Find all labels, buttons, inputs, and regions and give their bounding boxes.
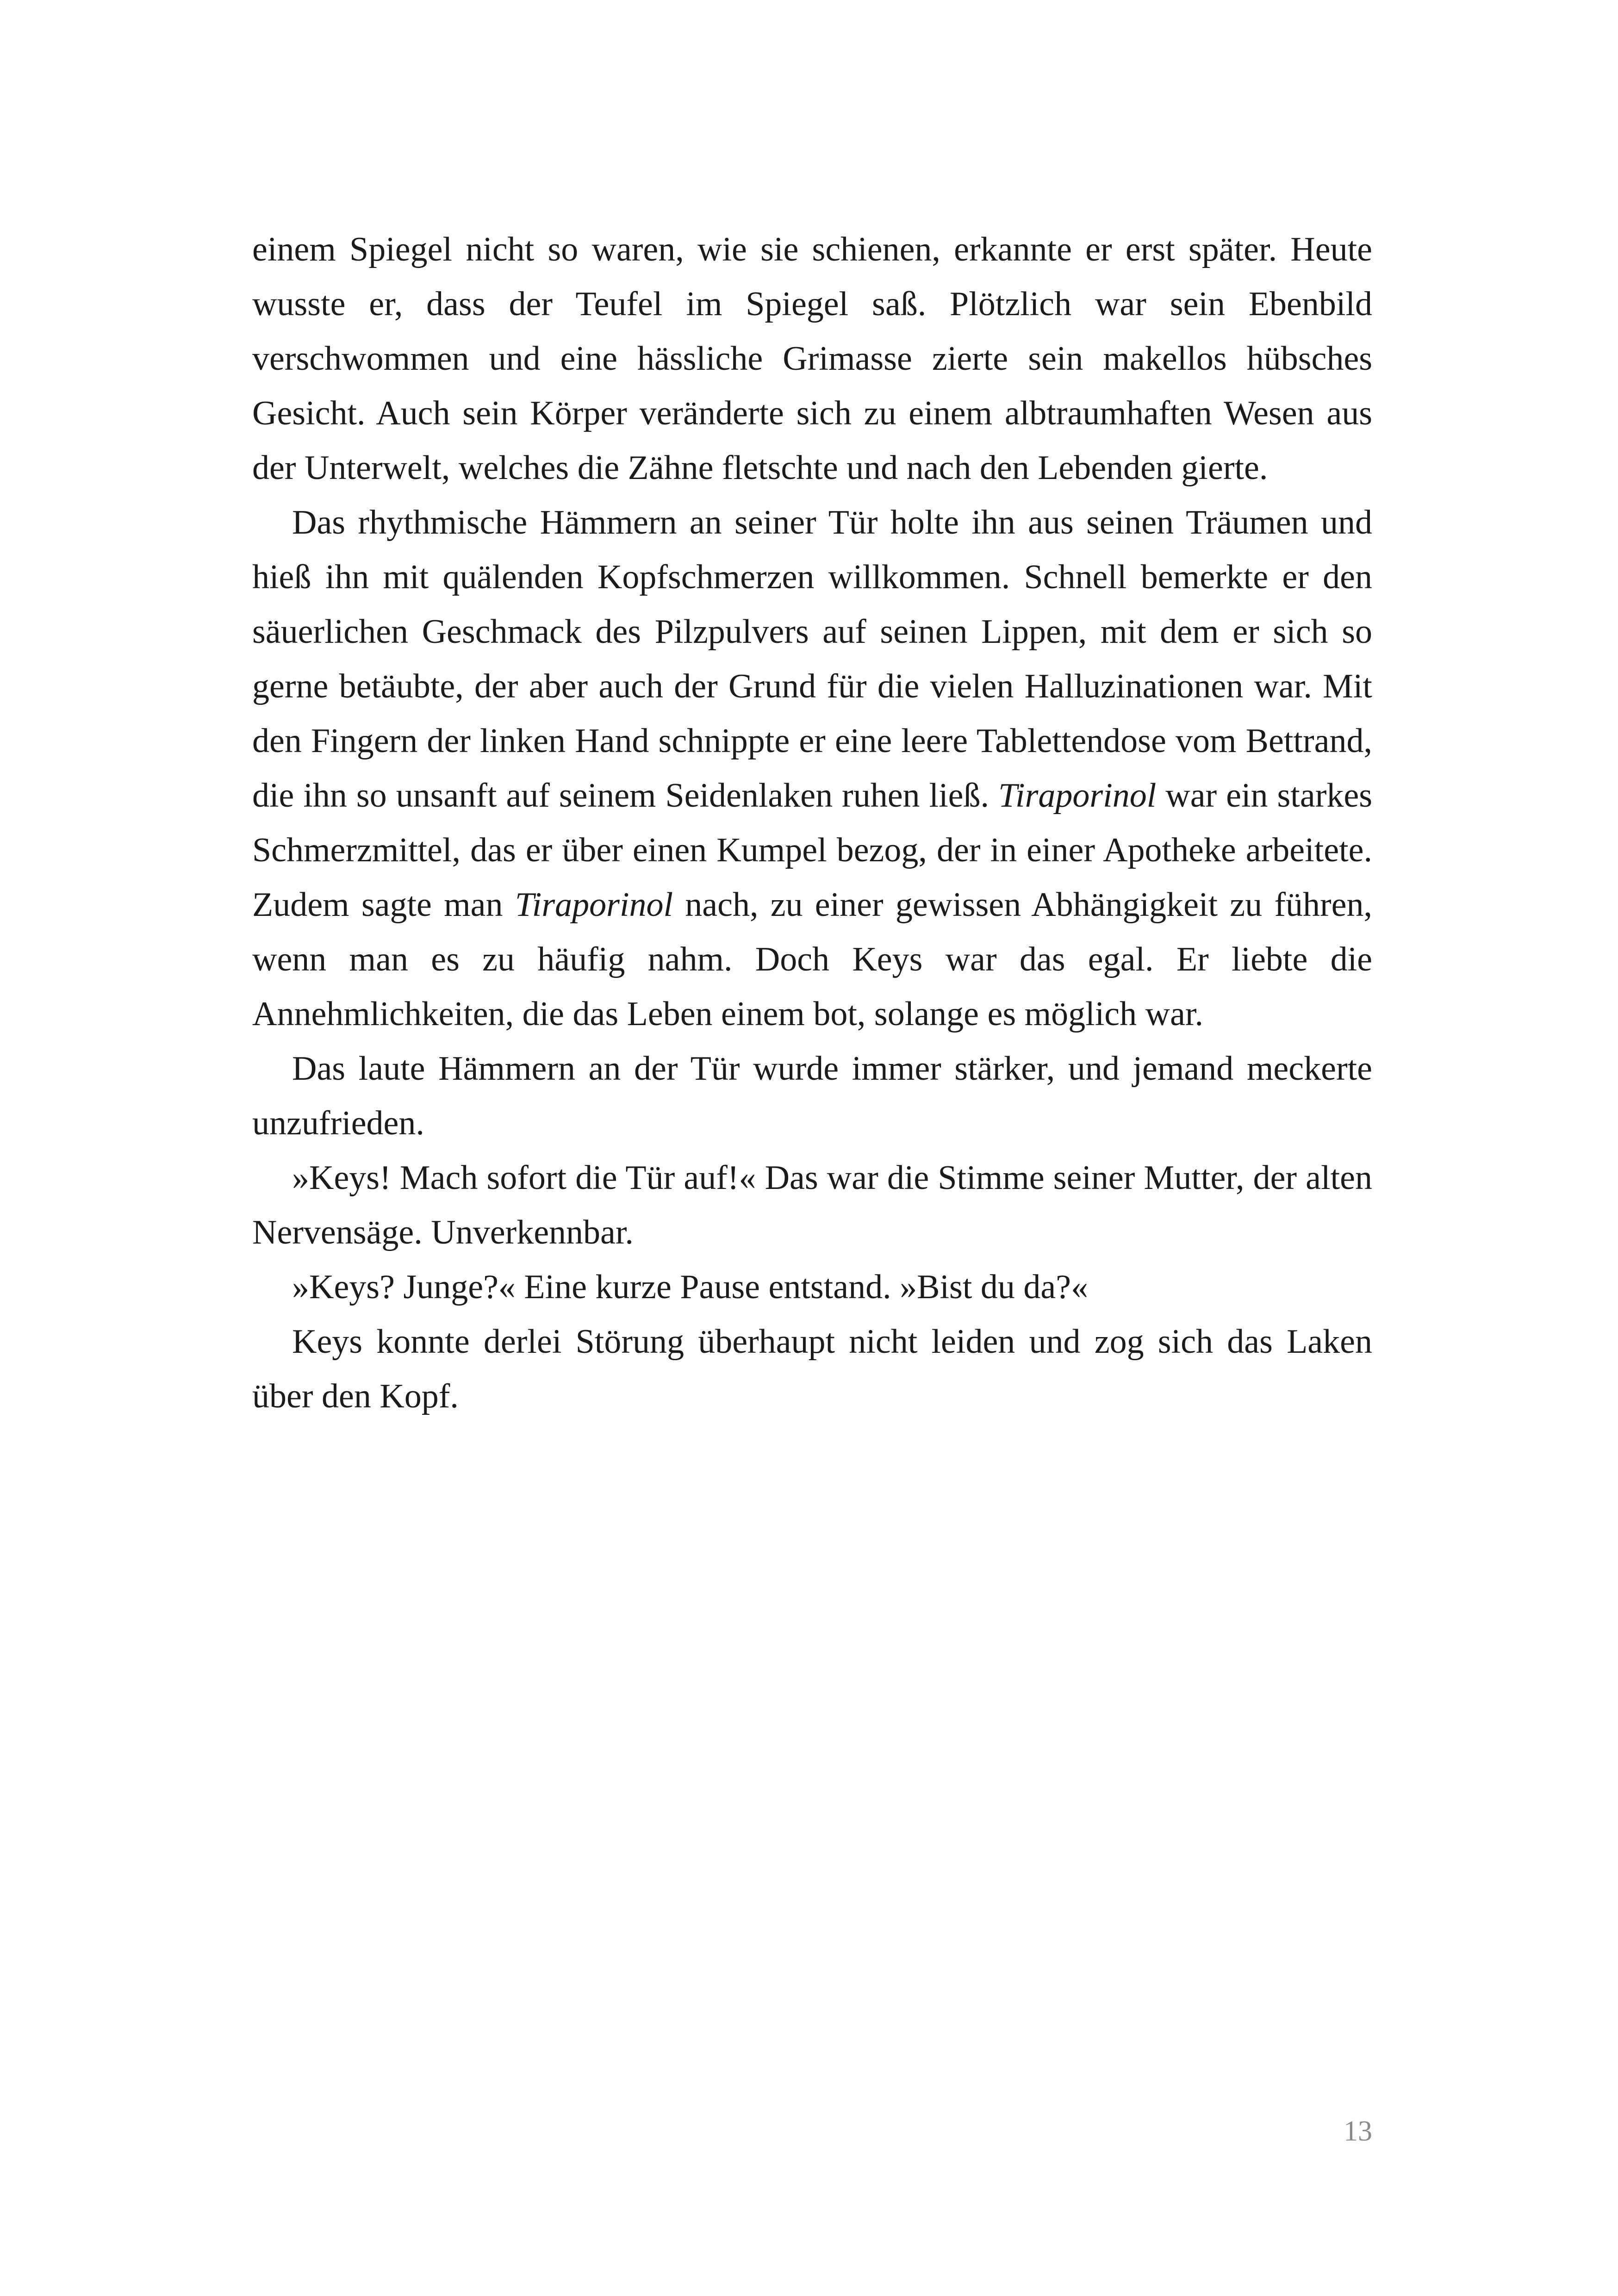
paragraph-2-part-1: Das rhythmische Hämmern an seiner Tür holte ihn aus seinen Träumen und hieß ihn mit quälenden Kopfschmerzen willkommen. Schnell bemerkte er den säuerlichen Geschmack des Pilzpulvers auf seinen Lippen, mit dem er sich so gerne betäubte, der aber auch der Grund für die vielen Halluzinationen war. Mit den Fingern der linken Hand schnippte er eine leere Tablettendose vom Bettrand, die ihn so unsanft auf seinem Seidenlaken ruhen ließ.: [252, 504, 1372, 815]
paragraph-1: einem Spiegel nicht so waren, wie sie schienen, erkannte er erst später. Heute wusste er, dass der Teufel im Spiegel saß. Plötzlich war sein Ebenbild verschwommen und eine hässliche Grimasse zierte sein makellos hübsches Gesicht. Auch sein Körper veränderte sich zu einem albtraumhaften Wesen aus der Unterwelt, welches die Zähne fletschte und nach den Lebenden gierte.: [252, 230, 1372, 487]
paragraph-2: [252, 495, 1372, 1041]
italic-term-tiraporinol-1: Tiraporinol: [998, 777, 1157, 815]
paragraph-4: »Keys! Mach sofort die Tür auf!« Das war die Stimme seiner Mutter, der alten Nervensäge. Unverkennbar.: [252, 1159, 1372, 1251]
page-number: 13: [1344, 2116, 1372, 2147]
paragraph-2-part-2: war ein starkes Schmerzmittel, das er über einen Kumpel bezog, der in einer Apotheke arbeitete. Zudem sagte man: [252, 777, 1372, 924]
italic-term-tiraporinol-2: Tiraporinol: [515, 886, 673, 924]
paragraph-6: Keys konnte derlei Störung überhaupt nicht leiden und zog sich das Laken über den Kopf.: [252, 1323, 1372, 1415]
paragraph-2-part-3: nach, zu einer gewissen Abhängigkeit zu führen, wenn man es zu häufig nahm. Doch Keys war das egal. Er liebte die Annehmlichkeiten, die das Leben einem bot, solange es möglich war.: [252, 886, 1372, 1033]
paragraph-3: Das laute Hämmern an der Tür wurde immer stärker, und jemand meckerte unzufrieden.: [252, 1050, 1372, 1142]
page-text-body: [252, 222, 1372, 1424]
paragraph-5: »Keys? Junge?« Eine kurze Pause entstand. »Bist du da?«: [292, 1268, 1089, 1306]
